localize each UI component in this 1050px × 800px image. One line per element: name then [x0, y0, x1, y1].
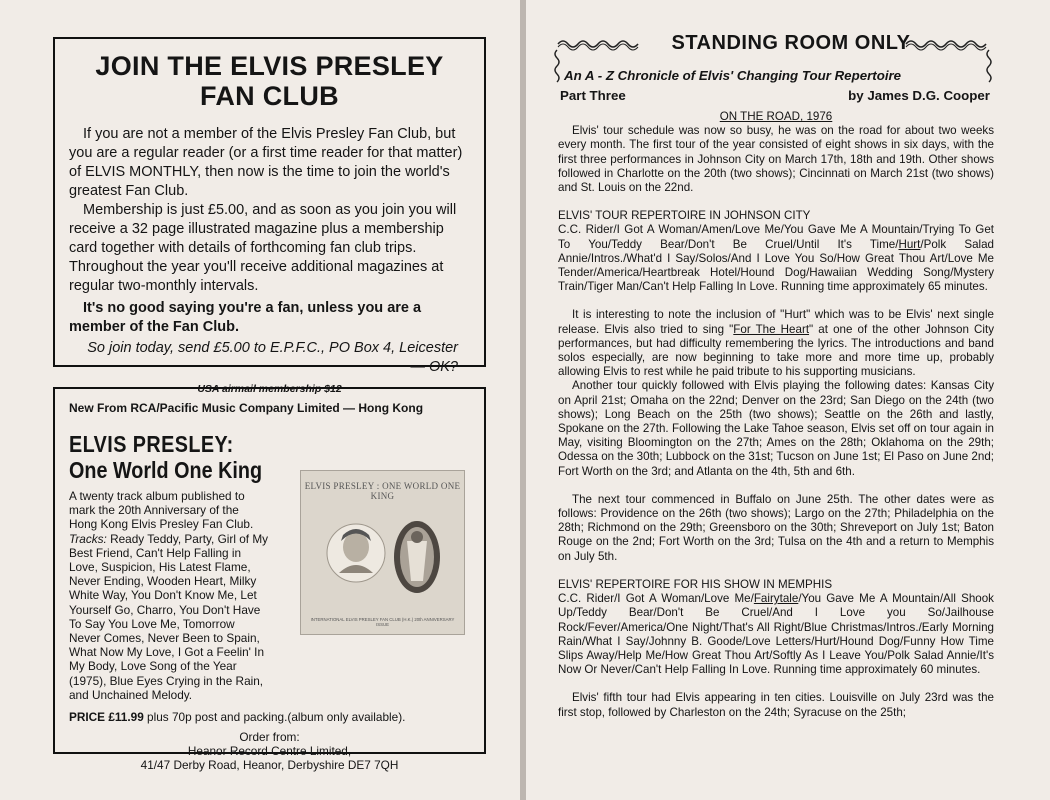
fan-club-usa-line: USA airmail membership $12: [197, 383, 342, 395]
section-heading: [558, 110, 994, 124]
article-part: Part Three: [560, 88, 626, 103]
album-ad: [53, 387, 486, 773]
fan-club-title-line2: FAN CLUB: [200, 81, 339, 111]
paragraph-2a: It is interesting to note the inclusion of "Hurt" which was to be Elvis' next single release. Elvis also tried to sing ": [558, 308, 994, 336]
repertoire-list-johnson-city: [558, 223, 994, 294]
album-order-line2: Heanor Record Centre Limited,: [187, 744, 352, 759]
repertoire-list-2a: C.C. Rider/I Got A Woman/Love Me/: [558, 592, 754, 606]
repertoire-list-1b: /Polk Salad Annie/Intros./What'd I Say/Solos/And I Love You So/How Great Thou Art/Love Me Tender/America/Heartbreak Hotel/Hound Dog/Hawaiian Wedding Song/Mystery Train/Tiger Man/Can't Help Falling In Love. Running time approximately 65 minutes.: [558, 237, 995, 294]
album-title-line1: ELVIS PRESLEY:: [69, 431, 234, 457]
right-page: [526, 0, 1050, 800]
album-cover-title: ELVIS PRESLEY : ONE WORLD ONE KING: [304, 481, 461, 501]
album-cover-image: [300, 470, 465, 635]
fan-club-paragraph-1: If you are not a member of the Elvis Presley Fan Club, but you are a regular reader (or a first time reader for that matter) of ELVIS MONTHLY, then now is the time to join the world's greatest Fan Club.: [69, 126, 463, 199]
article-paragraph-2: [558, 308, 994, 379]
article-author: by James D.G. Cooper: [848, 88, 990, 103]
repertoire-fairytale: Fairytale: [753, 592, 799, 606]
album-price-note: (album only available).: [287, 710, 406, 725]
article-paragraph-1: Elvis' tour schedule was now so busy, he was on the road for about two weeks every month. The first tour of the year consisted of eight shows in six days, with the first three performances in Johnson City on March 17th, 18th and 19th. Other shows followed in Charlotte on the 20th (two shows); Cincinnati on March 21st (two shows) and St. Louis on the 22nd.: [558, 124, 994, 195]
album-tracks: Ready Teddy, Party, Girl of My Best Friend, Can't Help Falling in Love, Suspicion, His Latest Flame, Never Ending, Wooden Heart, Milky White Way, You Don't Know Me, Let Yourself Go, Charro, You Don't Have To Say You Love Me, Tomorrow Never Comes, Never Been to Spain, What Now My Love, I Got a Feelin' In My Body, Love Song of the Year (1975), Blue Eyes Crying in the Rain, and Unchained Melody.: [69, 531, 269, 702]
album-cover-art: [301, 471, 464, 634]
for-the-heart: For The Heart: [733, 322, 810, 336]
fan-club-join-line: So join today, send £5.00 to E.P.F.C., PO Box 4, Leicester — OK?: [87, 340, 458, 375]
album-tracks-label: Tracks:: [69, 531, 107, 546]
fan-club-ad: [53, 37, 486, 395]
paragraph-2b: " at one of the other Johnson City performances, but had difficulty remembering the lyrics. The introductions and band solos especially, are now beginning to take more and more time up, probably allowing Elvis to rest while he paid tribute to his supporting musicians.: [558, 322, 994, 379]
repertoire-list-2b: /You Gave Me A Mountain/All Shook Up/Teddy Bear/Don't Be Cruel/And I Love you So/Jailhouse Rock/Fever/America/One Night/That's All Right/Blue Christmas/Intros./Early Morning Rain/What I Say/Johnny B. Goode/Love Letters/Hurt/Hound Dog/Funny How Time Slips Away/Help Me/How Great Thou Art/Softly As I Leave You/Polk Salad Annie/It's Now Or Never/Can't Help Falling In Love. Running time approximately 60 minutes.: [558, 592, 994, 677]
album-order-line1: Order from:: [239, 730, 300, 745]
album-cover-caption: INTERNATIONAL ELVIS PRESLEY FAN CLUB (H.K.) 20th ANNIVERSARY ISSUE: [310, 617, 455, 627]
left-page: [0, 0, 520, 800]
album-header: New From RCA/Pacific Music Company Limited — Hong Kong: [69, 401, 424, 415]
album-price: [69, 710, 470, 724]
repertoire-list-memphis: [558, 592, 994, 677]
repertoire-heading-johnson-city: ELVIS' TOUR REPERTOIRE IN JOHNSON CITY: [558, 209, 811, 223]
album-description: [69, 489, 269, 702]
repertoire-list-1a: C.C. Rider/I Got A Woman/Amen/Love Me/You Gave Me A Mountain/Trying To Get To You/Teddy Bear/Don't Be Cruel/Until It's Time/: [558, 223, 994, 251]
album-order-info: [69, 730, 470, 773]
article-subtitle: An A - Z Chronicle of Elvis' Changing Tour Repertoire: [564, 68, 902, 83]
fan-club-title: [69, 51, 470, 111]
album-price-rest: plus 70p post and packing.: [147, 710, 288, 725]
article-title: STANDING ROOM ONLY: [671, 32, 911, 54]
article-paragraph-4: The next tour commenced in Buffalo on June 25th. The other dates were as follows: Providence on the 26th (two shows); Largo on the 27th; Philadelphia on the 28th; Richmond on the 29th; Greensboro on the 30th; Shreveport on July 1st; Baton Rouge on the 2nd; Fort Worth on the 3rd; Tulsa on the 4th and a return to Memphis on July 5th.: [558, 492, 994, 563]
article-body: [558, 110, 994, 720]
fan-club-bold-line: It's no good saying you're a fan, unless you are a member of the Fan Club.: [69, 300, 422, 335]
album-description-intro: A twenty track album published to mark the 20th Anniversary of the Hong Kong Elvis Presley Fan Club.: [69, 489, 254, 532]
repertoire-hurt: Hurt: [898, 237, 921, 251]
fan-club-title-line1: JOIN THE ELVIS PRESLEY: [95, 51, 444, 81]
album-title-line2: One World One King: [69, 457, 263, 483]
article-paragraph-3: Another tour quickly followed with Elvis playing the following dates: Kansas City on April 21st; Omaha on the 22nd; Denver on the 23rd; San Diego on the 24th (two shows); Long Beach on the 25th (two shows); Seattle on the 26th and lastly, Spokane on the 27th. Following the Lake Tahoe season, Elvis set off on tour again in May, visiting Bloomington on the 27th; Ames on the 28th; Oklahoma on the 29th; Odessa on the 30th; Lubbock on the 31st; Tucson on June 1st; El Paso on June 2nd; Fort Worth on the 3rd; and Atlanta on the 4th, 5th and 6th.: [558, 379, 994, 478]
fan-club-paragraph-2: Membership is just £5.00, and as soon as you join you will receive a 32 page illustrated magazine plus a membership card together with details of forthcoming fan club trips. Throughout the year you'll receive additional magazines at regular two-monthly intervals.: [69, 202, 457, 294]
section-heading-text: ON THE ROAD, 1976: [719, 110, 833, 123]
album-price-bold: PRICE £11.99: [69, 710, 144, 725]
repertoire-heading-memphis: ELVIS' REPERTOIRE FOR HIS SHOW IN MEMPHIS: [558, 577, 833, 591]
album-order-line3: 41/47 Derby Road, Heanor, Derbyshire DE7 7QH: [140, 758, 399, 773]
article-paragraph-5: Elvis' fifth tour had Elvis appearing in ten cities. Louisville on July 23rd was the first stop, followed by Charleston on the 24th; Syracuse on the 25th;: [558, 691, 994, 719]
